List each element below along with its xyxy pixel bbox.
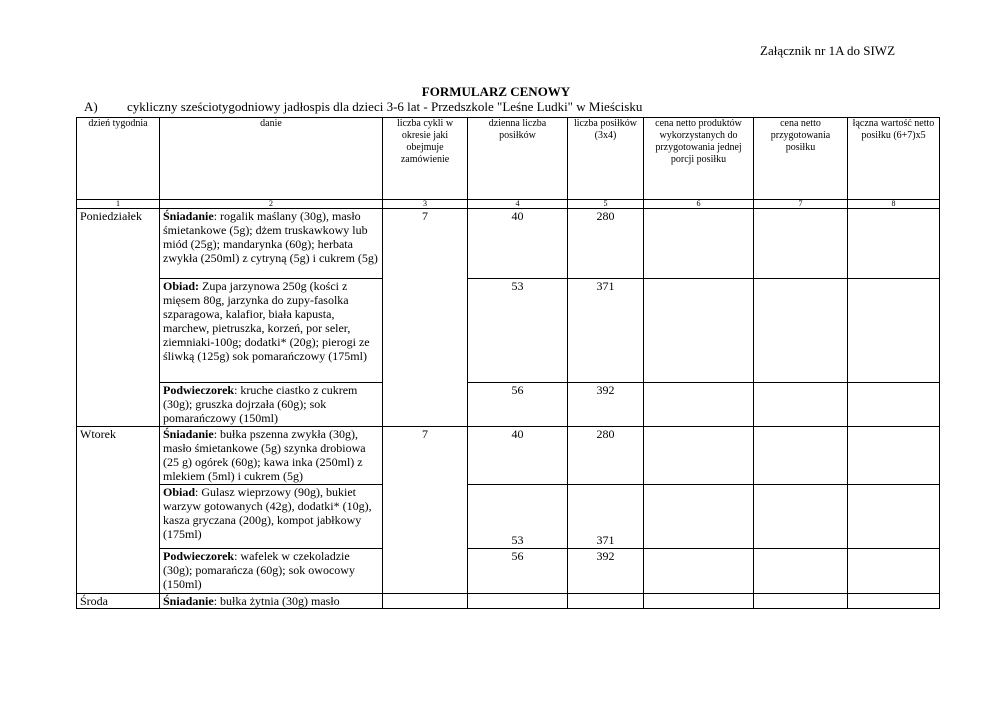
table-row	[77, 383, 940, 427]
product-price-cell[interactable]	[644, 209, 754, 279]
total-meals-cell: 392	[568, 549, 644, 594]
meal-name: Śniadanie	[163, 427, 214, 441]
column-number: 8	[848, 200, 940, 209]
column-number: 2	[160, 200, 383, 209]
table-row	[77, 549, 940, 594]
day-cell: Środa	[77, 594, 160, 609]
meal-description: : bułka żytnia (30g) masło	[213, 594, 340, 608]
prep-price-cell[interactable]	[754, 549, 848, 594]
product-price-cell[interactable]	[644, 485, 754, 549]
dish-cell	[160, 549, 383, 594]
prep-price-cell[interactable]	[754, 209, 848, 279]
column-number-row	[77, 200, 940, 209]
total-value-cell[interactable]	[848, 594, 940, 609]
dish-cell	[160, 209, 383, 279]
column-number: 4	[468, 200, 568, 209]
product-price-cell[interactable]	[644, 383, 754, 427]
header-prep-price: cena netto przygotowania posiłku	[754, 118, 848, 200]
total-meals-cell: 371	[568, 485, 644, 549]
header-product-price: cena netto produktów wykorzystanych do przygotowania jednej porcji posiłku	[644, 118, 754, 200]
total-meals-cell	[568, 594, 644, 609]
meal-name: Obiad:	[163, 279, 200, 293]
column-number: 3	[383, 200, 468, 209]
total-value-cell[interactable]	[848, 209, 940, 279]
header-row	[77, 118, 940, 200]
prep-price-cell[interactable]	[754, 485, 848, 549]
section-text: cykliczny sześciotygodniowy jadłospis dla dzieci 3-6 lat - Przedszkole "Leśne Ludki" w Mieścisku	[127, 99, 643, 114]
cycles-cell: 7	[383, 209, 468, 427]
meal-description: : rogalik maślany (30g), masło śmietankowe (5g); dżem truskawkowy lub miód (25g); mandarynka (60g); herbata zwykła (250ml) z cytryną (5g) i cukrem (5g)	[163, 209, 378, 265]
column-number: 1	[77, 200, 160, 209]
column-number: 6	[644, 200, 754, 209]
daily-count-cell: 56	[468, 383, 568, 427]
header-daily-count: dzienna liczba posiłków	[468, 118, 568, 200]
cycles-cell: 7	[383, 427, 468, 594]
meal-description: : wafelek w czekoladzie (30g); pomarańcza (60g); sok owocowy (150ml)	[163, 549, 355, 591]
section-label: A)	[84, 99, 98, 114]
total-value-cell[interactable]	[848, 383, 940, 427]
header-day: dzień tygodnia	[77, 118, 160, 200]
product-price-cell[interactable]	[644, 549, 754, 594]
dish-cell	[160, 594, 383, 609]
table-row	[77, 594, 940, 609]
total-meals-cell: 280	[568, 209, 644, 279]
column-number: 5	[568, 200, 644, 209]
column-number: 7	[754, 200, 848, 209]
daily-count-cell: 56	[468, 549, 568, 594]
total-value-cell[interactable]	[848, 549, 940, 594]
total-value-cell[interactable]	[848, 485, 940, 549]
dish-cell	[160, 485, 383, 549]
prep-price-cell[interactable]	[754, 594, 848, 609]
product-price-cell[interactable]	[644, 427, 754, 485]
table-row	[77, 279, 940, 383]
total-meals-cell: 392	[568, 383, 644, 427]
table-row	[77, 485, 940, 549]
prep-price-cell[interactable]	[754, 383, 848, 427]
table-row	[77, 427, 940, 485]
meal-description: : kruche ciastko z cukrem (30g); gruszka dojrzała (60g); sok pomarańczowy (150ml)	[163, 383, 358, 425]
day-cell: Poniedziałek	[77, 209, 160, 427]
header-total-meals: liczba posiłków (3x4)	[568, 118, 644, 200]
meal-description: Zupa jarzynowa 250g (kości z mięsem 80g, jarzynka do zupy-fasolka szparagowa, kalafior, biała kapusta, marchew, pietruszka, korzeń, por seler, ziemniaki-100g; dodatki* (20g); pierogi ze śliwką (125g) sok pomarańczowy (175ml)	[163, 279, 370, 363]
dish-cell	[160, 427, 383, 485]
daily-count-cell: 40	[468, 427, 568, 485]
product-price-cell[interactable]	[644, 279, 754, 383]
daily-count-cell: 53	[468, 279, 568, 383]
day-cell: Wtorek	[77, 427, 160, 594]
meal-description: : bułka pszenna zwykła (30g), masło śmietankowe (5g) szynka drobiowa (25 g) ogórek (60g); kawa inka (250ml) z mlekiem (5ml) i cukrem (5g)	[163, 427, 366, 483]
prep-price-cell[interactable]	[754, 279, 848, 383]
form-title: FORMULARZ CENOWY	[421, 84, 571, 99]
total-meals-cell: 280	[568, 427, 644, 485]
prep-price-cell[interactable]	[754, 427, 848, 485]
meal-name: Śniadanie	[163, 209, 214, 223]
annex-label: Załącznik nr 1A do SIWZ	[760, 43, 896, 58]
total-meals-cell: 371	[568, 279, 644, 383]
dish-cell	[160, 383, 383, 427]
meal-name: Podwieczorek	[163, 383, 235, 397]
meal-description: : Gulasz wieprzowy (90g), bukiet warzyw gotowanych (42g), dodatki* (10g), kasza gryczana (200g), kompot jabłkowy (175ml)	[163, 485, 372, 541]
total-value-cell[interactable]	[848, 279, 940, 383]
cycles-cell	[383, 594, 468, 609]
form-subtitle	[84, 99, 642, 115]
meal-name: Obiad	[163, 485, 196, 499]
header-dish: danie	[160, 118, 383, 200]
daily-count-cell	[468, 594, 568, 609]
product-price-cell[interactable]	[644, 594, 754, 609]
price-table	[76, 117, 940, 609]
meal-name: Podwieczorek	[163, 549, 235, 563]
daily-count-cell: 40	[468, 209, 568, 279]
daily-count-cell: 53	[468, 485, 568, 549]
header-total-value: łączna wartość netto posiłku (6+7)x5	[848, 118, 940, 200]
table-row	[77, 209, 940, 279]
dish-cell	[160, 279, 383, 383]
meal-name: Śniadanie	[163, 594, 214, 608]
total-value-cell[interactable]	[848, 427, 940, 485]
header-cycles: liczba cykli w okresie jaki obejmuje zamówienie	[383, 118, 468, 200]
